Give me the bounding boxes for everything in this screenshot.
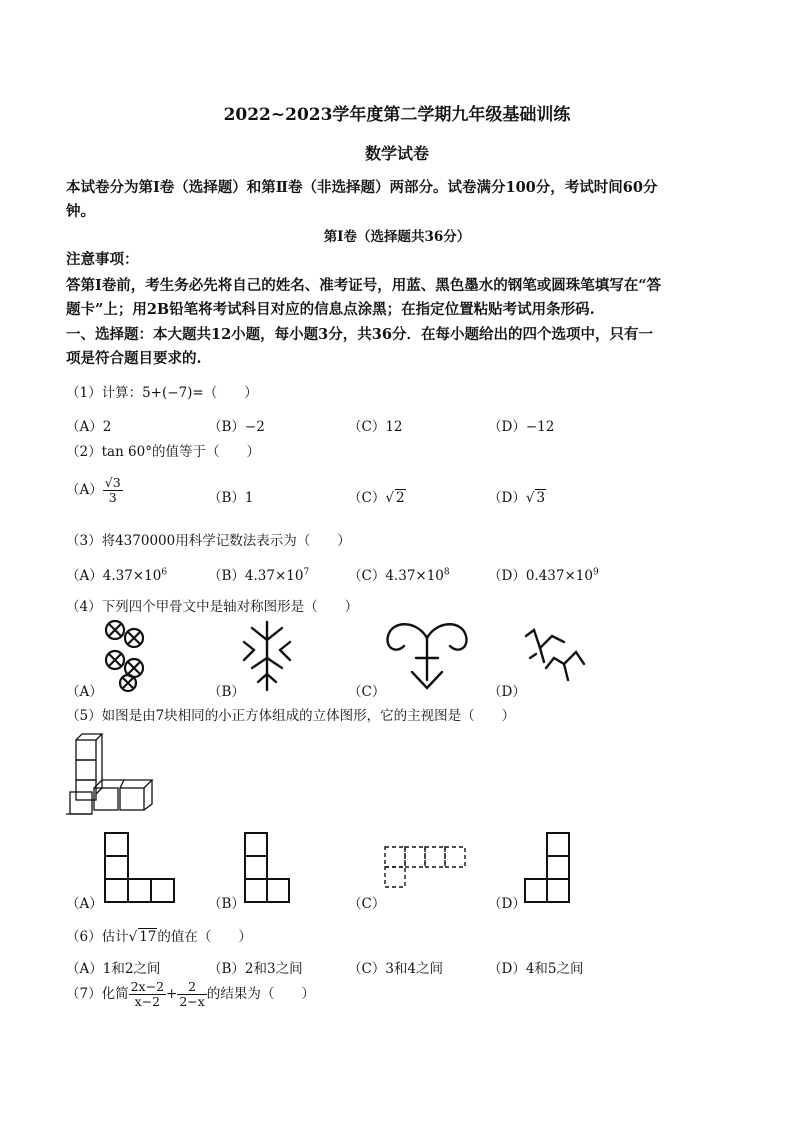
q2-option-b: （B）1: [208, 490, 254, 506]
q2-option-a-numerator: √3: [104, 475, 121, 490]
q2-option-c: （C）√ 2: [348, 490, 405, 506]
q4-figure-c-glyph: [382, 616, 472, 694]
q6-option-c: （C）3和4之间: [348, 961, 444, 977]
q2-stem: [66, 440, 260, 460]
q5-option-a-view: [104, 832, 176, 904]
q3-stem: （3）将4370000用科学记数法表示为（ ）: [66, 533, 351, 549]
notice-line-2: 题卡”上；用2B铅笔将考试科目对应的信息点涂黑；在指定位置粘贴考试用条形码.: [66, 301, 595, 318]
q6-stem-prefix: （6）估计: [66, 929, 129, 945]
q4-option-d: （D）: [488, 684, 526, 700]
q7-fraction-1: [129, 980, 166, 1009]
q2-option-a: [66, 476, 123, 505]
notice-line-1: 答第Ⅰ卷前，考生务必先将自己的姓名、准考证号，用蓝、黑色墨水的钢笔或圆珠笔填写在“答: [66, 277, 662, 294]
q5-option-b-view: [244, 832, 294, 904]
notice-title: 注意事项：: [66, 251, 139, 268]
q6-stem-radicand: 17: [139, 929, 157, 945]
q3-option-b-label: （B）: [208, 568, 245, 584]
q2-option-c-label: （C）: [348, 490, 386, 506]
q4-option-c: （C）: [348, 684, 386, 700]
q5-stem: （5）如图是由7块相同的小正方体组成的立体图形，它的主视图是（ ）: [66, 708, 516, 724]
q4-option-a: （A）: [66, 684, 103, 700]
q7-stem-prefix: （7）化简: [66, 986, 129, 1002]
q3-option-d-base: 0.437×10: [525, 568, 593, 584]
q2-option-a-fraction: [103, 476, 123, 505]
q7-stem-suffix: 的结果为（ ）: [206, 986, 315, 1002]
q6-option-b: （B）2和3之间: [208, 961, 303, 977]
q1-option-a: （A）2: [66, 419, 112, 435]
q3-option-d-exponent: 9: [592, 567, 599, 578]
q2-option-a-label: （A）: [66, 482, 103, 498]
q4-figure-b-glyph: [240, 620, 295, 692]
q3-option-d: [488, 564, 599, 584]
q3-option-a-label: （A）: [66, 568, 103, 584]
q2-option-d: （D）√ 3: [488, 490, 546, 506]
q4-option-b: （B）: [208, 684, 245, 700]
q2-stem-math: tan 60°: [101, 444, 152, 460]
intro-line-2: 钟。: [66, 203, 95, 220]
q4-stem: （4）下列四个甲骨文中是轴对称图形是（ ）: [66, 599, 359, 615]
exam-title: 2022~2023学年度第二学期九年级基础训练: [223, 105, 571, 125]
q6-option-a: （A）1和2之间: [66, 961, 161, 977]
q3-option-c-base: 4.37×10: [385, 568, 444, 584]
q1-option-c: （C）12: [348, 419, 403, 435]
q6-option-d: （D）4和5之间: [488, 961, 584, 977]
q2-option-c-radicand: 2: [395, 490, 405, 506]
q1-option-d: （D）−12: [488, 419, 555, 435]
q7-stem: [66, 980, 315, 1009]
q4-figure-d-glyph: [520, 622, 590, 692]
q2-option-d-label: （D）: [488, 490, 526, 506]
q5-option-c-view: [384, 846, 468, 894]
q7-fraction-2-numerator: 2: [177, 980, 206, 995]
part1-heading: 第Ⅰ卷（选择题共36分）: [323, 229, 471, 245]
q5-option-c: （C）: [348, 896, 386, 912]
q6-stem: （6）估计√ 17的值在（ ）: [66, 929, 252, 945]
q5-option-b: （B）: [208, 896, 245, 912]
exam-subtitle: 数学试卷: [364, 144, 429, 163]
q3-option-d-label: （D）: [488, 568, 526, 584]
section-line-1: 一、选择题：本大题共12小题，每小题3分，共36分．在每小题给出的四个选项中，只有一: [66, 326, 653, 343]
q7-fraction-1-numerator: 2x−2: [130, 979, 165, 994]
q7-fraction-2-denominator: 2−x: [179, 994, 205, 1009]
q3-option-a: [66, 564, 167, 584]
section-line-2: 项是符合题目要求的.: [66, 350, 202, 367]
q2-stem-prefix: （2）: [66, 444, 102, 460]
q1-option-b: （B）−2: [208, 419, 265, 435]
q2-option-a-denominator: 3: [108, 490, 117, 505]
q3-option-c-exponent: 8: [443, 567, 450, 578]
q3-option-c: [348, 564, 450, 584]
q7-fraction-2: [177, 980, 206, 1009]
q1-stem: （1）计算：5+(−7)=（ ）: [66, 385, 258, 401]
q2-stem-suffix: 的值等于（ ）: [151, 444, 260, 460]
q3-option-b: [208, 564, 309, 584]
q7-fraction-1-denominator: x−2: [134, 994, 161, 1009]
q3-option-a-exponent: 6: [161, 567, 168, 578]
q3-option-b-base: 4.37×10: [244, 568, 304, 584]
q5-solid-figure: [64, 732, 164, 818]
q3-option-c-label: （C）: [348, 568, 386, 584]
q5-option-d: （D）: [488, 896, 526, 912]
q3-option-a-base: 4.37×10: [102, 568, 162, 584]
q4-figure-a-glyph: [100, 618, 150, 693]
q6-stem-suffix: 的值在（ ）: [157, 929, 252, 945]
q5-option-a: （A）: [66, 896, 103, 912]
q2-option-d-radicand: 3: [536, 490, 546, 506]
q3-option-b-exponent: 7: [303, 567, 310, 578]
intro-line-1: 本试卷分为第Ⅰ卷（选择题）和第Ⅱ卷（非选择题）两部分。试卷满分100分，考试时间60分: [66, 179, 658, 196]
q5-option-d-view: [524, 832, 574, 904]
q7-plus-sign: +: [166, 986, 178, 1002]
